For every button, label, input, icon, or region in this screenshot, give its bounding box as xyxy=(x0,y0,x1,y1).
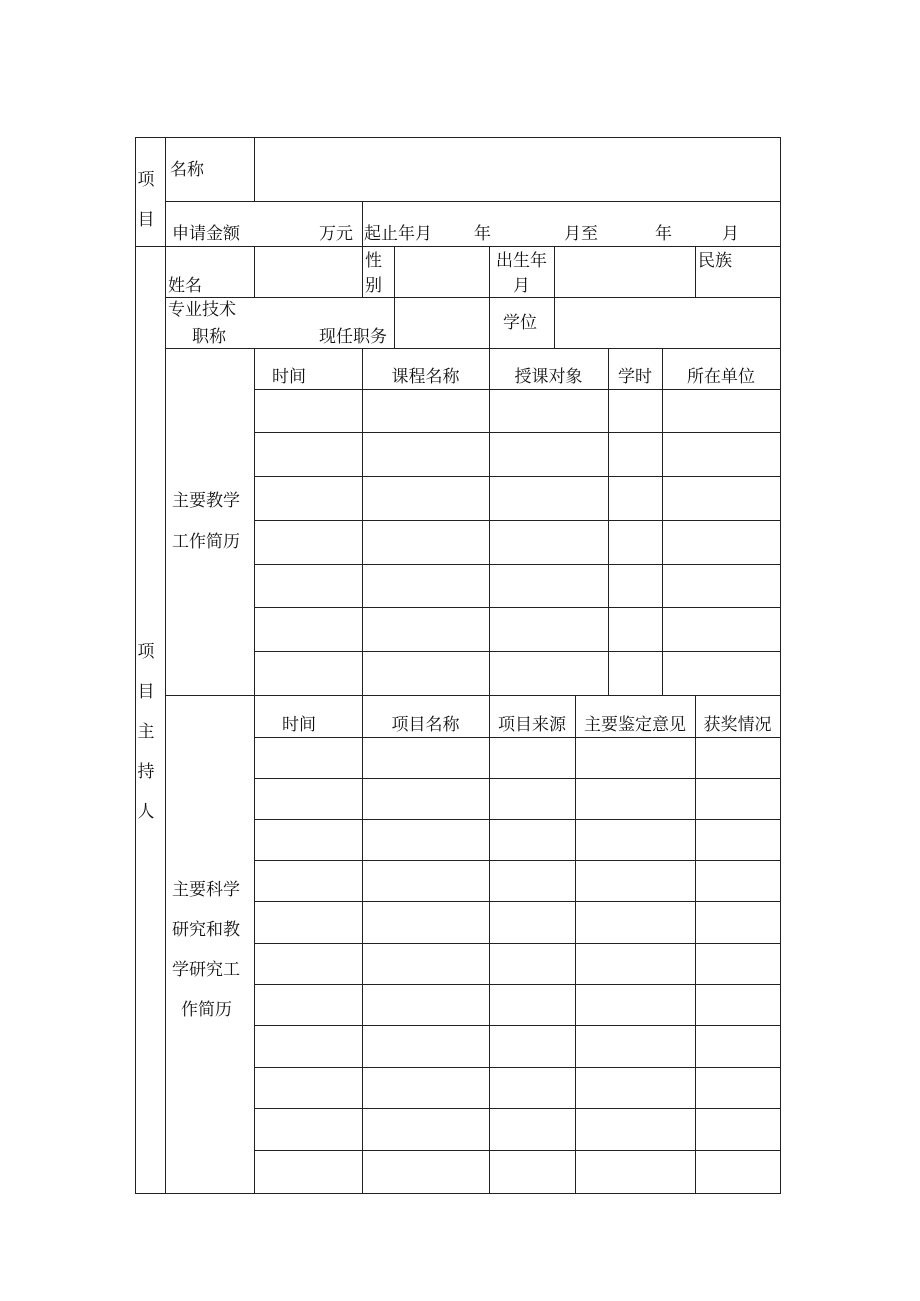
col-line-birth xyxy=(489,246,490,297)
research-header-award: 获奖情况 xyxy=(703,715,772,735)
birth-label-line1: 出生年 xyxy=(496,251,547,271)
gender-field[interactable] xyxy=(396,248,488,296)
col-line-degree xyxy=(489,297,490,348)
research-row-line xyxy=(254,1067,781,1068)
research-row-line xyxy=(254,901,781,902)
research-header-opinion: 主要鉴定意见 xyxy=(584,715,686,735)
table-border-bottom xyxy=(135,1193,781,1194)
teaching-row-line xyxy=(254,564,781,565)
col-line-research-time xyxy=(362,695,363,1194)
research-row-line xyxy=(254,1108,781,1109)
leader-name-label: 姓名 xyxy=(168,276,202,296)
teaching-row-line xyxy=(254,520,781,521)
leader-label-char: 目 xyxy=(137,682,155,702)
degree-field[interactable] xyxy=(556,299,779,347)
research-row-line xyxy=(254,819,781,820)
col-line-section xyxy=(165,137,166,1194)
teaching-label-line2: 工作简历 xyxy=(172,532,240,552)
research-header-source: 项目来源 xyxy=(498,715,566,735)
col-line-research-opinion xyxy=(695,695,696,1194)
col-line-teaching-hours xyxy=(662,348,663,695)
gender-label-line1: 性 xyxy=(365,251,382,271)
position-label: 现任职务 xyxy=(319,327,387,347)
teaching-row-line xyxy=(254,476,781,477)
period-end-year: 年 xyxy=(655,224,672,244)
teaching-row-line xyxy=(254,432,781,433)
title-label-line1: 专业技术 xyxy=(168,300,236,320)
period-start-month-to: 月至 xyxy=(564,224,598,244)
amount-unit: 万元 xyxy=(319,224,353,244)
ethnicity-label: 民族 xyxy=(698,251,732,271)
research-row-line xyxy=(254,860,781,861)
leader-label-char: 主 xyxy=(137,722,155,742)
degree-label: 学位 xyxy=(503,313,537,333)
leader-label-char: 项 xyxy=(137,642,155,662)
title-field[interactable] xyxy=(256,299,316,347)
birth-label-line2: 月 xyxy=(513,276,530,296)
teaching-header-target: 授课对象 xyxy=(514,367,583,387)
research-row-line xyxy=(254,778,781,779)
col-line-teaching-target xyxy=(608,348,609,695)
period-end-month: 月 xyxy=(722,224,739,244)
row-line-project-name xyxy=(165,201,781,202)
research-header-time: 时间 xyxy=(282,715,316,735)
row-line-leader-2 xyxy=(165,348,781,349)
teaching-row-line xyxy=(254,651,781,652)
birth-field[interactable] xyxy=(556,248,694,296)
teaching-header-line xyxy=(254,389,781,390)
col-line-name-field xyxy=(254,246,255,297)
research-header-name: 项目名称 xyxy=(391,715,460,735)
teaching-label-line1: 主要教学 xyxy=(172,491,240,511)
teaching-header-unit: 所在单位 xyxy=(687,367,755,387)
leader-name-field[interactable] xyxy=(256,248,361,296)
project-name-field[interactable] xyxy=(256,139,779,200)
title-label-line2: 职称 xyxy=(192,327,226,347)
research-row-line xyxy=(254,984,781,985)
col-line-teaching-time xyxy=(362,348,363,695)
col-line-name-label xyxy=(254,137,255,201)
project-name-label: 名称 xyxy=(170,160,204,180)
research-row-line xyxy=(254,1025,781,1026)
research-label-line1: 主要科学 xyxy=(172,880,240,900)
row-line-leader-1 xyxy=(165,297,781,298)
period-start-year: 年 xyxy=(474,224,491,244)
leader-label-char: 持 xyxy=(137,762,155,782)
teaching-header-hours: 学时 xyxy=(618,367,652,387)
col-line-research-name xyxy=(489,695,490,1194)
research-row-line xyxy=(254,943,781,944)
project-label-char: 项 xyxy=(137,170,155,190)
col-line-ethnicity xyxy=(695,246,696,297)
leader-section-label xyxy=(136,632,156,832)
teaching-section-end xyxy=(165,695,781,696)
research-row-line xyxy=(254,1150,781,1151)
col-line-teaching-course xyxy=(489,348,490,695)
ethnicity-field[interactable] xyxy=(734,248,779,296)
project-section-label xyxy=(136,160,156,240)
position-field[interactable] xyxy=(396,299,488,347)
table-border-right xyxy=(780,137,781,1194)
col-line-amount xyxy=(362,201,363,247)
row-line-project-end xyxy=(135,246,781,247)
research-label-line3: 学研究工 xyxy=(172,960,240,980)
amount-label: 申请金额 xyxy=(172,224,240,244)
research-label-line4: 作简历 xyxy=(181,1000,232,1020)
period-label: 起止年月 xyxy=(364,224,432,244)
gender-label-line2: 别 xyxy=(365,276,382,296)
teaching-row-line xyxy=(254,607,781,608)
leader-label-char: 人 xyxy=(137,802,155,822)
project-label-char: 目 xyxy=(137,210,155,230)
research-label-line2: 研究和教 xyxy=(172,920,240,940)
table-border-top xyxy=(135,137,781,138)
teaching-header-course: 课程名称 xyxy=(391,367,460,387)
teaching-header-time: 时间 xyxy=(272,367,306,387)
col-line-research-source xyxy=(575,695,576,1194)
col-line-gender xyxy=(362,246,363,297)
research-header-line xyxy=(254,737,781,738)
